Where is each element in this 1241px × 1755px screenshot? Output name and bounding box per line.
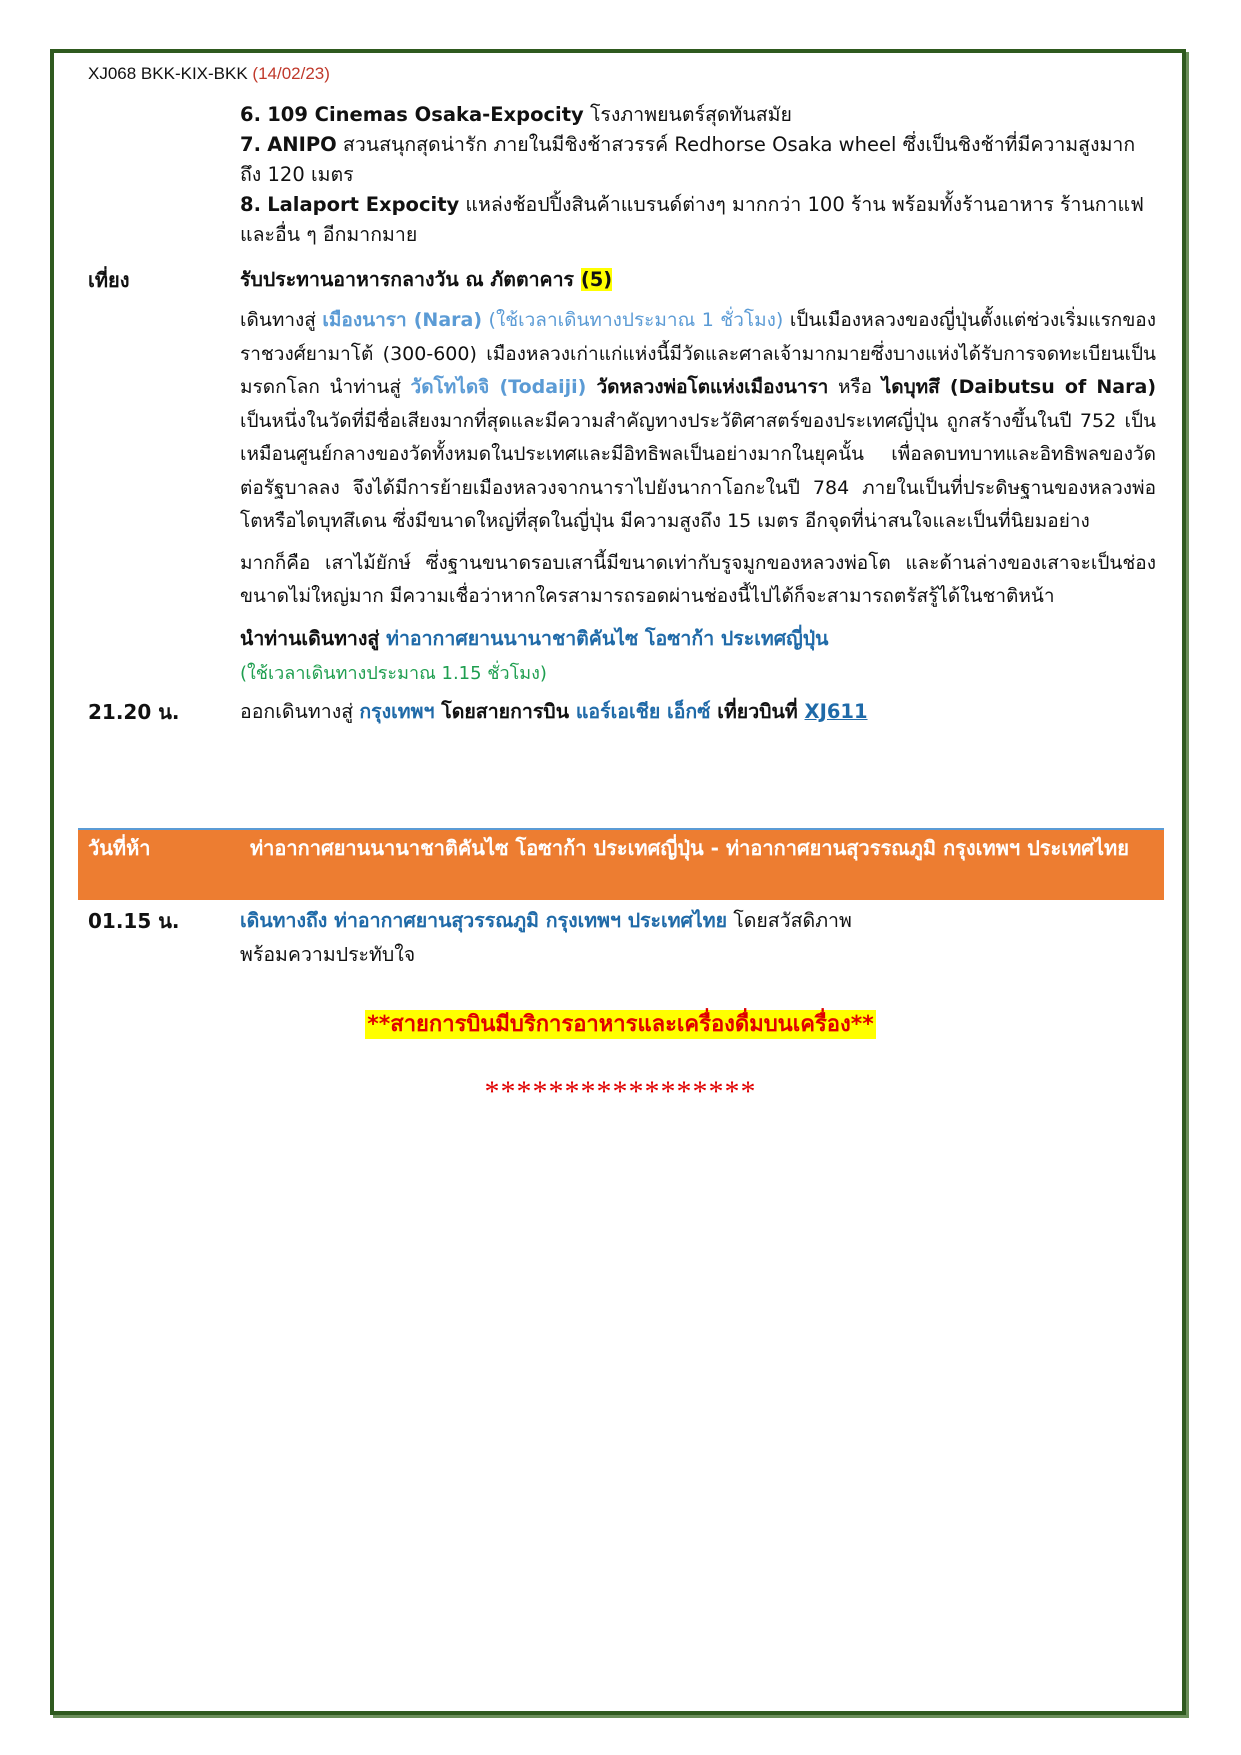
transfer-lead: นำท่านเดินทางสู่ bbox=[240, 626, 387, 650]
lunch-row bbox=[88, 264, 1156, 296]
arrival-airport: ท่าอากาศยานสุวรรณภูมิ กรุงเทพฯ ประเทศไทย bbox=[327, 909, 728, 932]
end-separator: ***************** bbox=[484, 1075, 757, 1108]
nara-text: เป็นหนึ่งในวัดที่มีชื่อเสียงมากที่สุดและมีความสำคัญทางประวัติศาสตร์ของประเทศญี่ปุ่น ถูกสร้างขึ้นในปี 752 เป็นเหมือนศูนย์กลางของวัดทั้งหมดในประเทศและมีอิทธิพลเป็นอย่างมากในยุคนั้น เพื่อลดบทบาทและอิทธิพลของวัดต่อรัฐบาลลง จึงได้มีการย้ายเมืองหลวงจากนาราไปยังนากาโอกะในปี 784 ภายในเป็นที่ประดิษฐานของหลวงพ่อโตหรือไดบุทสึเดน ซึ่งมีขนาดใหญ่ที่สุดในญี่ปุ่น มีความสูงถึง 15 เมตร อีกจุดที่น่าสนใจและเป็นที่นิยมอย่าง bbox=[240, 409, 1156, 532]
arrival-line2: พร้อมความประทับใจ bbox=[240, 943, 416, 966]
document-header bbox=[88, 64, 330, 84]
transfer-airport: ท่าอากาศยานนานาชาติคันไซ โอซาก้า ประเทศญี่ปุ่น bbox=[386, 626, 829, 650]
attraction-number: 8. bbox=[240, 193, 261, 216]
nara-duration: (ใช้เวลาเดินทางประมาณ 1 ชั่วโมง) bbox=[482, 309, 784, 331]
attraction-item bbox=[240, 130, 1156, 190]
meal-code-badge: (5) bbox=[580, 268, 613, 291]
nara-text: หรือ bbox=[828, 376, 882, 398]
flight-lead: เที่ยวบินที่ bbox=[710, 699, 805, 723]
day-label: วันที่ห้า bbox=[88, 836, 151, 860]
attraction-name: 109 Cinemas Osaka-Expocity bbox=[267, 103, 584, 126]
departure-time: 21.20 น. bbox=[88, 699, 180, 724]
airline-name: แอร์เอเชีย เอ็กซ์ bbox=[575, 699, 711, 723]
departure-text bbox=[240, 696, 1156, 728]
arrival-lead: เดินทางถึง bbox=[240, 909, 328, 932]
inflight-meal-notice bbox=[0, 1006, 1241, 1041]
attraction-name: ANIPO bbox=[267, 133, 337, 156]
day-title: ท่าอากาศยานนานาชาติคันไซ โอซาก้า ประเทศญี่ปุ่น - ท่าอากาศยานสุวรรณภูมิ กรุงเทพฯ ประเทศไทย bbox=[250, 836, 1129, 860]
lunch-label: เที่ยง bbox=[88, 268, 130, 292]
tour-code: XJ068 BKK-KIX-BKK bbox=[88, 64, 248, 83]
lunch-description: รับประทานอาหารกลางวัน ณ ภัตตาคาร bbox=[240, 268, 581, 291]
attraction-desc: โรงภาพยนตร์สุดทันสมัย bbox=[583, 103, 792, 126]
arrival-text bbox=[240, 905, 1156, 971]
arrival-block bbox=[88, 905, 1156, 971]
temple-bold-name: วัดหลวงพ่อโตแห่งเมืองนารา bbox=[586, 376, 829, 398]
attraction-name: Lalaport Expocity bbox=[267, 193, 460, 216]
departure-lead: ออกเดินทางสู่ bbox=[240, 699, 360, 723]
pillar-text: มากก็คือ เสาไม้ยักษ์ ซึ่งฐานขนาดรอบเสานี้มีขนาดเท่ากับรูจมูกของหลวงพ่อโต และด้านล่างของเสาจะเป็นช่องขนาดไม่ใหญ่มาก มีความเชื่อว่าหากใครสามารถรอดผ่านช่องนี้ไปได้ก็จะสามารถตรัสรู้ได้ในชาติหน้า bbox=[240, 551, 1156, 607]
day-five-header bbox=[78, 828, 1164, 900]
arrival-end: โดยสวัสดิภาพ bbox=[727, 909, 852, 932]
lunch-text bbox=[240, 264, 1156, 296]
nara-text: เดินทางสู่ bbox=[240, 309, 323, 331]
transfer-line bbox=[240, 624, 1156, 654]
attraction-desc: แหล่งช้อปปิ้งสินค้าแบรนด์ต่างๆ มากกว่า 100 ร้าน พร้อมทั้งร้านอาหาร ร้านกาแฟ และอื่น ๆ อีกมากมาย bbox=[240, 193, 1144, 246]
pillar-paragraph bbox=[240, 547, 1156, 614]
tour-date: (14/02/23) bbox=[252, 64, 330, 83]
transfer-duration: (ใช้เวลาเดินทางประมาณ 1.15 ชั่วโมง) bbox=[240, 662, 547, 684]
departure-row bbox=[88, 696, 1156, 728]
attraction-item bbox=[240, 100, 1156, 130]
nara-paragraph bbox=[240, 304, 1156, 539]
departure-city: กรุงเทพฯ bbox=[359, 699, 435, 723]
arrival-time: 01.15 น. bbox=[88, 909, 180, 933]
attraction-desc: สวนสนุกสุดน่ารัก ภายในมีชิงช้าสวรรค์ Redhorse Osaka wheel ซึ่งเป็นชิงช้าที่มีความสูงมากถึง 120 เมตร bbox=[240, 133, 1136, 186]
itinerary-content bbox=[88, 100, 1156, 728]
nara-text: เป็นเมืองหลวงของญี่ปุ่นตั้งแต่ช่วงเริ่มแรกของราชวงศ์ยามาโต้ (300-600) เมืองหลวงเก่าแก่แห่งนี้มีวัดและศาลเจ้ามากมายซึ่งบางแห่งได้รับการจดทะเบียนเป็นมรดกโลก นำท่านสู่ bbox=[240, 309, 1156, 398]
attraction-number: 7. bbox=[240, 133, 261, 156]
notice-text: **สายการบินมีบริการอาหารและเครื่องดื่มบนเครื่อง** bbox=[367, 1012, 874, 1037]
departure-by: โดยสายการบิน bbox=[434, 699, 576, 723]
daibutsu-name: ไดบุทสึ (Daibutsu of Nara) bbox=[881, 376, 1156, 398]
attraction-item bbox=[240, 190, 1156, 250]
attraction-list bbox=[240, 100, 1156, 250]
flight-number-link[interactable]: XJ611 bbox=[804, 699, 868, 723]
arrival-row bbox=[88, 905, 1156, 971]
todaiji-name: วัดโทไดจิ (Todaiji) bbox=[410, 376, 587, 398]
attraction-number: 6. bbox=[240, 103, 261, 126]
nara-city: เมืองนารา (Nara) bbox=[322, 309, 483, 331]
